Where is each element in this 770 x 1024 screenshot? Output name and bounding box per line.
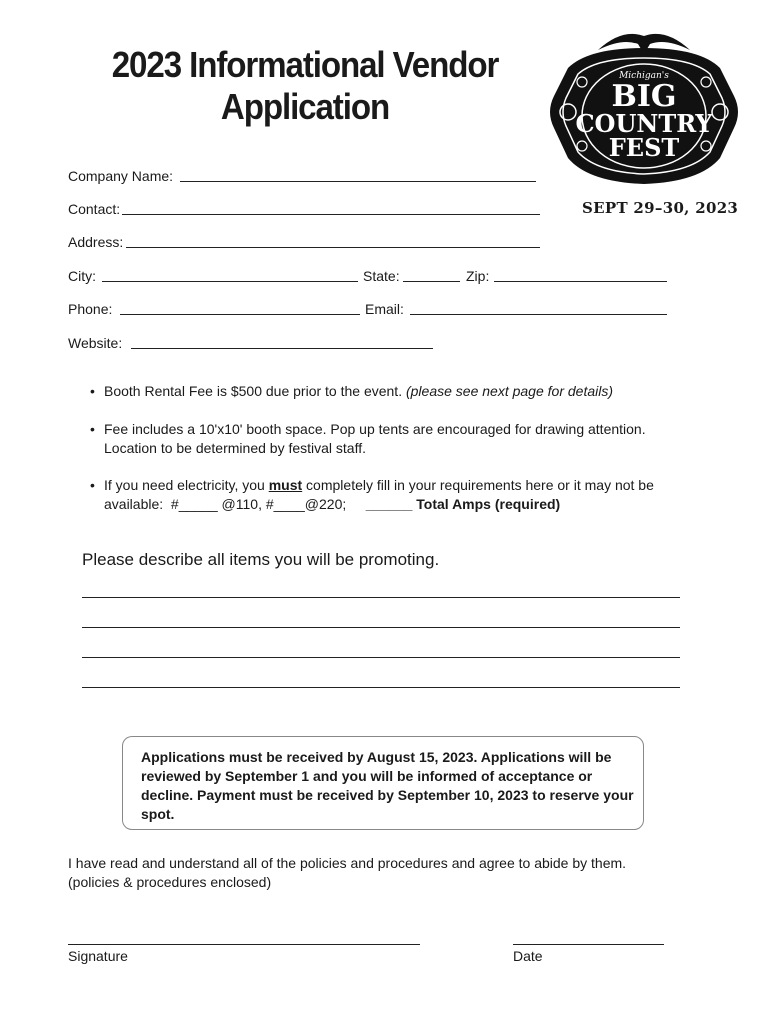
bullet-booth-space: • Fee includes a 10'x10' booth space. Pop up tents are encouraged for drawing attention. Location to be determined by festival staff. <box>90 421 646 456</box>
state-label: State: <box>363 268 400 284</box>
address-label: Address: <box>68 234 124 250</box>
logo-line-1: BIG <box>611 79 677 114</box>
booth-fee-text: Booth Rental Fee is $500 due prior to the event. <box>104 383 406 399</box>
bullet-electricity: • If you need electricity, you must completely fill in your requirements here or it may not be available: #_____ @110, #____@220; ______ Total Amps (required) <box>90 477 654 512</box>
booth-space-line-2: Location to be determined by festival staff. <box>104 440 367 456</box>
title-line-1: 2023 Informational Vendor <box>111 44 499 85</box>
email-field[interactable] <box>410 314 667 315</box>
phone-field[interactable] <box>120 314 360 315</box>
describe-prompt: Please describe all items you will be promoting. <box>82 550 440 569</box>
big-country-fest-logo <box>538 26 750 198</box>
date-field[interactable] <box>513 944 664 945</box>
agreement-text <box>68 854 626 892</box>
describe-line-4[interactable] <box>82 687 680 688</box>
zip-field[interactable] <box>494 281 667 282</box>
email-label: Email: <box>365 301 404 317</box>
website-field[interactable] <box>131 348 433 349</box>
event-date: SEPT 29–30, 2023 <box>582 199 739 217</box>
electricity-text-post: completely fill in your requirements here or it may not be <box>302 477 654 493</box>
signature-field[interactable] <box>68 944 420 945</box>
phone-label: Phone: <box>68 301 113 317</box>
describe-line-1[interactable] <box>82 597 680 598</box>
logo-top-text: Michigan's <box>619 71 669 81</box>
state-field[interactable] <box>403 281 460 282</box>
page-title <box>80 44 531 128</box>
booth-space-line-1: Fee includes a 10'x10' booth space. Pop up tents are encouraged for drawing attention. <box>104 421 646 437</box>
signature-label: Signature <box>68 948 128 964</box>
logo-line-2: COUNTRY <box>575 109 713 138</box>
city-label: City: <box>68 268 96 284</box>
company-name-field[interactable] <box>180 181 536 182</box>
electricity-text-pre: If you need electricity, you <box>104 477 269 493</box>
contact-field[interactable] <box>122 214 540 215</box>
title-line-2: Application <box>220 86 390 127</box>
deadline-notice-text: Applications must be received by August 15, 2023. Applications will be reviewed by September 1 and you will be informed of acceptance or decline. Payment must be received by September 10, 2023 to reserve your spot. <box>141 749 634 822</box>
agreement-line-2: (policies & procedures enclosed) <box>68 874 272 890</box>
logo-line-3: FEST <box>608 133 680 162</box>
deadline-notice <box>122 736 644 830</box>
city-field[interactable] <box>102 281 358 282</box>
date-label: Date <box>513 948 543 964</box>
bullet-booth-fee: • Booth Rental Fee is $500 due prior to the event. (please see next page for details) <box>90 383 613 399</box>
describe-line-2[interactable] <box>82 627 680 628</box>
booth-fee-note: (please see next page for details) <box>405 383 613 399</box>
website-label: Website: <box>68 335 123 351</box>
electricity-available[interactable]: available: #_____ @110, #____@220; <box>104 496 366 512</box>
agreement-line-1: I have read and understand all of the policies and procedures and agree to abide by them. <box>68 855 627 871</box>
company-name-label: Company Name: <box>68 168 174 184</box>
total-amps-field[interactable]: ______ Total Amps (required) <box>365 496 561 512</box>
describe-line-3[interactable] <box>82 657 680 658</box>
electricity-must: must <box>268 477 303 493</box>
contact-label: Contact: <box>68 201 121 217</box>
zip-label: Zip: <box>466 268 490 284</box>
address-field[interactable] <box>126 247 540 248</box>
